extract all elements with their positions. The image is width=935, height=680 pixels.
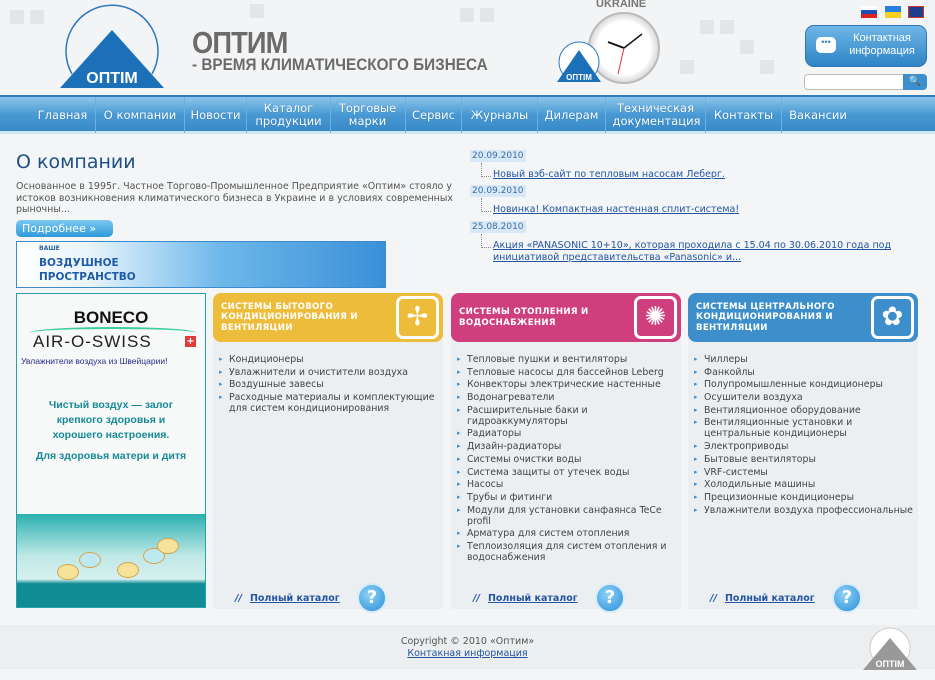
nav-item[interactable] bbox=[30, 97, 96, 133]
category-item[interactable]: ▸ Увлажнители и очистители воздуха bbox=[219, 367, 441, 378]
nav-item-label: Техническая документация bbox=[612, 101, 701, 128]
news-link[interactable]: Акция «PANASONIC 10+10», которая проходила с 15.04 по 30.06.2010 года под инициативой представительства «Panasonic» и... bbox=[493, 240, 892, 263]
help-icon[interactable]: ? bbox=[832, 583, 862, 613]
flowers-image bbox=[17, 514, 205, 607]
about-text: Основанное в 1995г. Частное Торгово-Промышленное Предприятие «Оптим» стояло у истоков возникновения климатического бизнеса в Украине и в условиях современных рыночны... bbox=[16, 181, 454, 215]
nav-item-label: Торговые марки bbox=[338, 101, 397, 128]
category-item[interactable]: ▸ Вентиляционные установки и центральные кондиционеры bbox=[694, 417, 916, 439]
category-item[interactable]: ▸ Осушители воздуха bbox=[694, 392, 916, 403]
category-item[interactable]: ▸ Насосы bbox=[457, 479, 679, 490]
ad-slogan: Чистый воздух — залог крепкого здоровья и хорошего настроения. bbox=[48, 399, 174, 441]
clock-label: UKRAINE bbox=[596, 0, 647, 10]
full-catalog-link[interactable]: Полный каталог bbox=[724, 593, 815, 604]
news-date: 20.09.2010 bbox=[472, 186, 524, 196]
tree-line bbox=[481, 163, 491, 177]
banner-big-text: ВОЗДУШНОЕ ПРОСТРАНСТВО bbox=[39, 257, 136, 283]
nav-item[interactable] bbox=[462, 97, 538, 133]
search-input[interactable] bbox=[804, 74, 904, 90]
nav-item-label: Дилерам bbox=[544, 107, 599, 122]
category-item[interactable]: ▸ Воздушные завесы bbox=[219, 379, 441, 390]
copyright: Copyright © 2010 «Оптим» bbox=[400, 636, 535, 647]
boneco-ad[interactable] bbox=[16, 293, 206, 608]
fan-icon: ✢ bbox=[396, 296, 439, 339]
category-item[interactable]: ▸ Электроприводы bbox=[694, 441, 916, 452]
category-item[interactable]: ▸ Бытовые вентиляторы bbox=[694, 454, 916, 465]
help-icon[interactable]: ? bbox=[595, 583, 625, 613]
ad-slogan-2: Для здоровья матери и дитя bbox=[35, 450, 187, 462]
tree-line bbox=[481, 198, 491, 212]
slashes-icon: // bbox=[710, 593, 717, 604]
main-nav bbox=[0, 95, 935, 134]
category-title-text: СИСТЕМЫ ЦЕНТРАЛЬНОГО КОНДИЦИОНИРОВАНИЯ И ВЕНТИЛЯЦИИ bbox=[696, 301, 835, 333]
category-item[interactable]: ▸ Вентиляционное оборудование bbox=[694, 405, 916, 416]
ad-tagline: Увлажнители воздуха из Швейцарии! bbox=[21, 356, 168, 366]
full-catalog-link[interactable]: Полный каталог bbox=[249, 593, 340, 604]
search-icon: 🔍 bbox=[908, 76, 922, 87]
footer-contact-link[interactable] bbox=[0, 648, 935, 659]
category-item[interactable]: ▸ Конвекторы электрические настенные bbox=[457, 379, 679, 390]
category-item[interactable]: ▸ Полупромышленные кондиционеры bbox=[694, 379, 916, 390]
slashes-icon: // bbox=[235, 593, 242, 604]
mini-logo-icon bbox=[556, 40, 602, 82]
full-catalog-link[interactable]: Полный каталог bbox=[487, 593, 578, 604]
nav-item[interactable] bbox=[96, 97, 185, 133]
full-catalog bbox=[235, 593, 340, 604]
category-item[interactable]: ▸ Прецизионные кондиционеры bbox=[694, 492, 916, 503]
category-item[interactable]: ▸ Модули для установки санфаянса TeCe profil bbox=[457, 505, 679, 527]
sun-icon: ✺ bbox=[634, 296, 677, 339]
category-item[interactable]: ▸ Система защиты от утечек воды bbox=[457, 467, 679, 478]
category-item[interactable]: ▸ Холодильные машины bbox=[694, 479, 916, 490]
news-link[interactable]: Новый вэб-сайт по тепловым насосам Леберг. bbox=[493, 169, 725, 180]
ad-brand-boneco: BONECO bbox=[73, 308, 149, 327]
nav-item[interactable] bbox=[406, 97, 462, 133]
nav-item[interactable] bbox=[538, 97, 606, 133]
news-link[interactable]: Новинка! Компактная настенная сплит-система! bbox=[493, 204, 740, 215]
flag-en-icon[interactable] bbox=[908, 6, 924, 18]
svg-text:ОПТІМ: ОПТІМ bbox=[566, 73, 592, 82]
category-list bbox=[694, 354, 916, 517]
category-title[interactable] bbox=[451, 293, 681, 342]
news-date: 25.08.2010 bbox=[472, 222, 524, 232]
full-catalog bbox=[710, 593, 815, 604]
nav-item-label: Журналы bbox=[470, 107, 529, 122]
category-item[interactable]: ▸ Арматура для систем отопления bbox=[457, 528, 679, 539]
category-card bbox=[451, 293, 681, 609]
category-item[interactable]: ▸ Трубы и фитинги bbox=[457, 492, 679, 503]
more-button[interactable]: Подробнее » bbox=[16, 220, 113, 237]
category-item[interactable]: ▸ VRF-системы bbox=[694, 467, 916, 478]
footer-logo bbox=[862, 626, 918, 670]
footer bbox=[0, 625, 935, 669]
category-item[interactable]: ▸ Расходные материалы и комплектующие для систем кондиционирования bbox=[219, 392, 441, 414]
category-item[interactable]: ▸ Дизайн-радиаторы bbox=[457, 441, 679, 452]
contact-info-label: Контактная информация bbox=[849, 32, 915, 57]
category-item[interactable]: ▸ Тепловые пушки и вентиляторы bbox=[457, 354, 679, 365]
nav-item[interactable] bbox=[185, 97, 247, 133]
ad-brand-airoswiss: AIR-O-SWISS bbox=[33, 332, 152, 351]
category-item[interactable]: ▸ Водонагреватели bbox=[457, 392, 679, 403]
help-icon[interactable]: ? bbox=[357, 583, 387, 613]
category-card bbox=[213, 293, 443, 609]
nav-item[interactable] bbox=[606, 97, 706, 133]
category-item[interactable]: ▸ Увлажнители воздуха профессиональные bbox=[694, 505, 916, 516]
category-list bbox=[457, 354, 679, 565]
nav-item[interactable] bbox=[247, 97, 331, 133]
category-title[interactable] bbox=[213, 293, 443, 342]
search-button[interactable] bbox=[903, 74, 927, 90]
svg-text:ОПТІМ: ОПТІМ bbox=[86, 70, 138, 87]
category-item[interactable]: ▸ Теплоизоляция для систем отопления и водоснабжения bbox=[457, 541, 679, 563]
swirl-icon: ✿ bbox=[871, 296, 914, 339]
category-title-text: СИСТЕМЫ БЫТОВОГО КОНДИЦИОНИРОВАНИЯ И ВЕНТИЛЯЦИИ bbox=[221, 301, 358, 333]
news-date: 20.09.2010 bbox=[472, 151, 524, 161]
category-item[interactable]: ▸ Чиллеры bbox=[694, 354, 916, 365]
flag-ru-icon[interactable] bbox=[861, 6, 877, 18]
nav-item-label: О компании bbox=[103, 107, 177, 122]
category-title-text: СИСТЕМЫ ОТОПЛЕНИЯ И ВОДОСНАБЖЕНИЯ bbox=[459, 307, 589, 328]
category-list bbox=[219, 354, 441, 416]
full-catalog bbox=[473, 593, 578, 604]
air-space-banner[interactable] bbox=[16, 241, 386, 288]
svg-text:ОПТІМ: ОПТІМ bbox=[875, 659, 905, 669]
category-item[interactable]: ▸ Расширительные баки и гидроаккумуляторы bbox=[457, 405, 679, 427]
category-item[interactable]: ▸ Радиаторы bbox=[457, 428, 679, 439]
category-item[interactable]: ▸ Кондиционеры bbox=[219, 354, 441, 365]
brand-slogan: - ВРЕМЯ КЛИМАТИЧЕСКОГО БИЗНЕСА bbox=[192, 55, 488, 74]
page-title: О компании bbox=[16, 151, 136, 173]
swiss-cross-icon: + bbox=[186, 336, 195, 347]
nav-item-label: Вакансии bbox=[789, 107, 847, 122]
banner-small-text: ВАШЕ bbox=[39, 245, 60, 252]
contact-info-button[interactable] bbox=[805, 25, 927, 67]
nav-item-label: Контакты bbox=[713, 107, 774, 122]
nav-item[interactable] bbox=[706, 97, 782, 133]
tree-line bbox=[481, 234, 491, 248]
footer-contact-link-text[interactable]: Контакная информация bbox=[407, 648, 528, 659]
brand-name: ОПТИМ bbox=[192, 25, 288, 60]
nav-item-label: Сервис bbox=[412, 107, 455, 122]
category-item[interactable]: ▸ Фанкойлы bbox=[694, 367, 916, 378]
nav-item-label: Новости bbox=[190, 107, 241, 122]
category-item[interactable]: ▸ Тепловые насосы для бассейнов Leberg bbox=[457, 367, 679, 378]
chat-icon: ••• bbox=[816, 37, 836, 53]
nav-item-label: Каталог продукции bbox=[255, 101, 322, 128]
category-item[interactable]: ▸ Системы очистки воды bbox=[457, 454, 679, 465]
optim-logo[interactable] bbox=[58, 4, 166, 88]
nav-item[interactable] bbox=[782, 97, 854, 133]
slashes-icon: // bbox=[473, 593, 480, 604]
flag-ua-icon[interactable] bbox=[885, 6, 901, 18]
nav-item[interactable] bbox=[330, 97, 406, 133]
category-card bbox=[688, 293, 918, 609]
category-title[interactable] bbox=[688, 293, 918, 342]
nav-item-label: Главная bbox=[37, 107, 88, 122]
